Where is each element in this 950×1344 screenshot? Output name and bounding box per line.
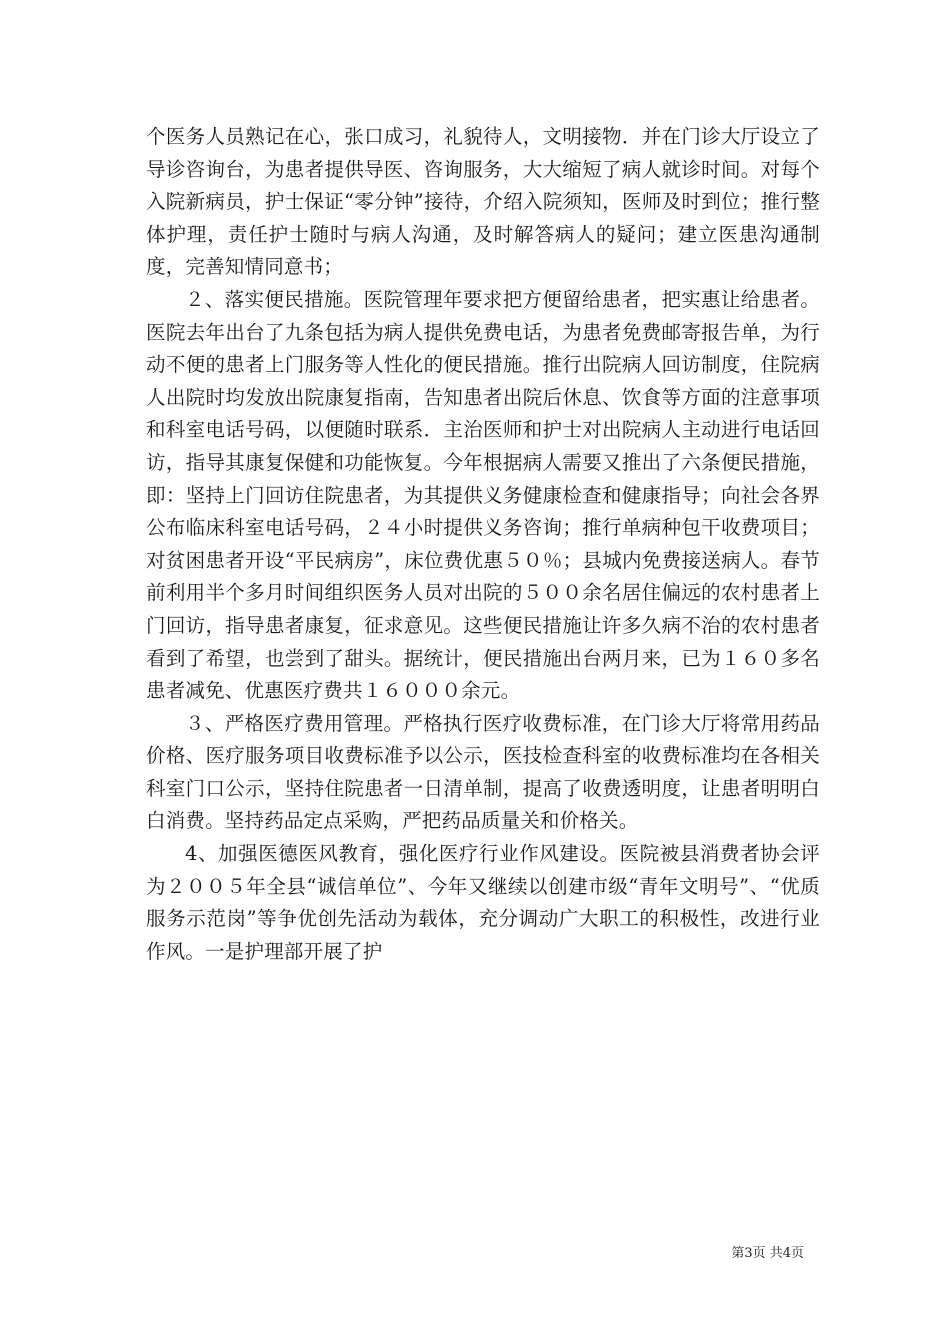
paragraph-fee-management: ３、严格医疗费用管理。严格执行医疗收费标准，在门诊大厅将常用药品价格、医疗服务项目收费标准予以公示，医技检查科室的收费标准均在各相关科室门口公示，坚持住院患者一日清单制，提高了收费透明度，让患者明明白白消费。坚持药品定点采购，严把药品质量关和价格关。	[146, 711, 820, 833]
document-body	[146, 121, 820, 968]
paragraph-continuation: 个医务人员熟记在心，张口成习，礼貌待人，文明接物．并在门诊大厅设立了导诊咨询台，为患者提供导医、咨询服务，大大缩短了病人就诊时间。对每个入院新病员，护士保证“零分钟”接待，介绍入院须知，医师及时到位；推行整体护理，责任护士随时与病人沟通，及时解答病人的疑问；建立医患沟通制度，完善知情同意书；	[146, 125, 820, 279]
paragraph-convenience-measures: ２、落实便民措施。医院管理年要求把方便留给患者，把实惠让给患者。医院去年出台了九条包括为病人提供免费电话，为患者免费邮寄报告单，为行动不便的患者上门服务等人性化的便民措施。推行出院病人回访制度，住院病人出院时均发放出院康复指南，告知患者出院后休息、饮食等方面的注意事项和科室电话号码，以便随时联系．主治医师和护士对出院病人主动进行电话回访，指导其康复保健和功能恢复。今年根据病人需要又推出了六条便民措施，即：坚持上门回访住院患者，为其提供义务健康检查和健康指导；向社会各界公布临床科室电话号码，２４小时提供义务咨询；推行单病种包干收费项目；对贫困患者开设“平民病房”，床位费优惠５０％；县城内免费接送病人。春节前利用半个多月时间组织医务人员对出院的５００余名居住偏远的农村患者上门回访，指导患者康复，征求意见。这些便民措施让许多久病不治的农村患者看到了希望，也尝到了甜头。据统计，便民措施出台两月来，已为１６０多名患者减免、优惠医疗费共１６０００余元。	[146, 287, 820, 703]
page-number-footer: 第3页 共4页	[731, 1246, 804, 1261]
paragraph-medical-ethics: 4、加强医德医风教育，强化医疗行业作风建设。医院被县消费者协会评为２００５年全县“诚信单位”、今年又继续以创建市级“青年文明号”、“优质服务示范岗”等争优创先活动为载体，充分调动广大职工的积极性，改进行业作风。一是护理部开展了护	[146, 842, 820, 963]
